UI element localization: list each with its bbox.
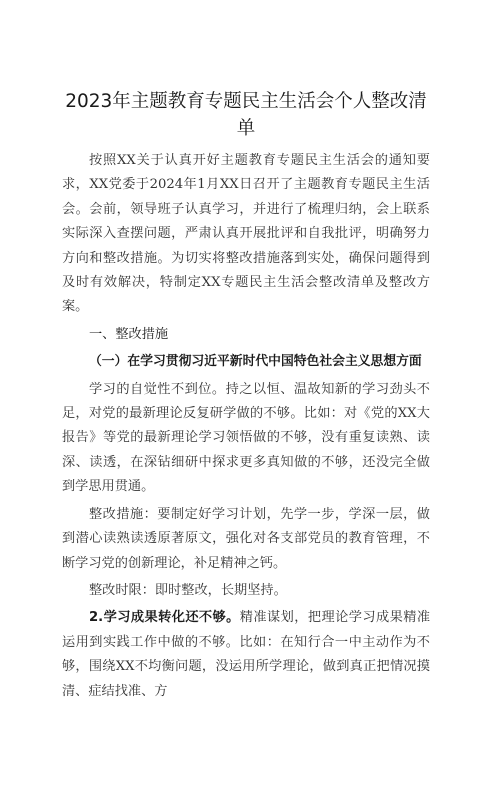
document-title (62, 88, 430, 142)
problem-paragraph-1: 学习的自觉性不到位。持之以恒、温故知新的学习劲头不足，对党的最新理论反复研学做的不够。比如：对《党的XX大报告》等党的最新理论学习领悟做的不够，没有重复读熟、读深、读透，在深钻细研中探求更多真知做的不够，还没完全做到学思用贯通。 (62, 381, 430, 495)
title-line-2: 单 (236, 118, 256, 139)
problem-paragraph-2 (62, 606, 430, 704)
problem-2-lead: 2.学习成果转化还不够。 (89, 610, 240, 626)
problem-2-text: 精准谋划，把理论学习成果精准运用到实践工作中做的不够。比如：在知行合一中主动作为不够，围绕XX不均衡问题，没运用所学理论，做到真正把情况摸清、症结找准、方 (62, 610, 431, 699)
document-body (62, 149, 430, 704)
deadline-paragraph-1: 整改时限：即时整改，长期坚持。 (89, 582, 287, 598)
measures-paragraph-1: 整改措施：要制定好学习计划，先学一步，学深一层，做到潜心读熟读透原著原文，强化对各支部党员的教育管理，不断学习党的创新理论，补足精神之钙。 (62, 506, 430, 571)
document-page (0, 88, 500, 795)
section-heading-measures: 一、整改措施 (89, 326, 169, 342)
intro-paragraph: 按照XX关于认真开好主题教育专题民主生活会的通知要求，XX党委于2024年1月XX日召开了主题教育专题民主生活会。会前，领导班子认真学习，并进行了梳理归纳，会上联系实际深入查摆问题，严肃认真开展批评和自我批评，明确努力方向和整改措施。为切实将整改措施落到实处，确保问题得到及时有效解决，特制定XX专题民主生活会整改清单及整改方案。 (62, 153, 430, 315)
subsection-heading-theory-study: （一）在学习贯彻习近平新时代中国特色社会主义思想方面 (89, 354, 422, 370)
title-line-1: 2023年主题教育专题民主生活会个人整改清 (65, 91, 427, 112)
